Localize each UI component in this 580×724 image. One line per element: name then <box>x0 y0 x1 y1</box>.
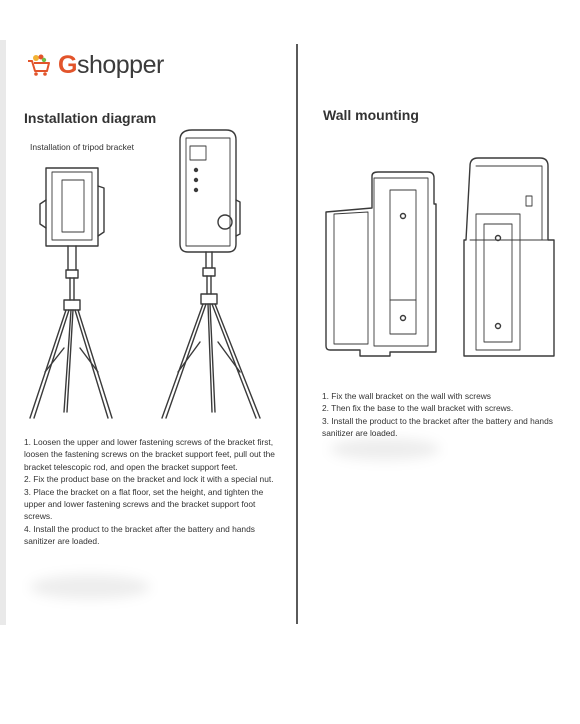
wall-bracket-illustration <box>326 172 436 356</box>
tripod-bracket-illustration <box>30 168 112 418</box>
step-item: 1. Fix the wall bracket on the wall with screws <box>322 391 491 401</box>
tripod-dispenser-illustration <box>162 130 260 418</box>
brand-name: Gshopper <box>58 51 164 79</box>
step-item: 1. Loosen the upper and lower fastening screws of the bracket first, loosen the fastening screws on the bracket support feet, pull out the bracket telescopic rod, and open the bracket support feet. <box>24 437 275 472</box>
tripod-subheading: Installation of tripod bracket <box>30 142 134 152</box>
tripod-steps-list <box>24 436 276 548</box>
shadow-decoration <box>30 575 150 599</box>
step-item: 3. Place the bracket on a flat floor, set the height, and tighten the upper and lower fastening screws and the bracket support foot screws. <box>24 486 264 522</box>
wall-dispenser-illustration <box>464 158 554 356</box>
shadow-decoration <box>330 438 440 460</box>
step-item: 2. Fix the product base on the bracket and lock it with a special nut. <box>24 474 274 485</box>
step-item: 3. Install the product to the bracket after the battery and hands sanitizer are loaded. <box>322 415 553 439</box>
step-item: 2. Then fix the base to the wall bracket with screws. <box>322 403 514 414</box>
wall-steps-list <box>322 390 572 440</box>
wall-mounting-heading: Wall mounting <box>323 107 419 123</box>
step-item: 4. Install the product to the bracket after the battery and hands sanitizer are loaded. <box>24 523 255 547</box>
installation-heading: Installation diagram <box>24 110 157 126</box>
